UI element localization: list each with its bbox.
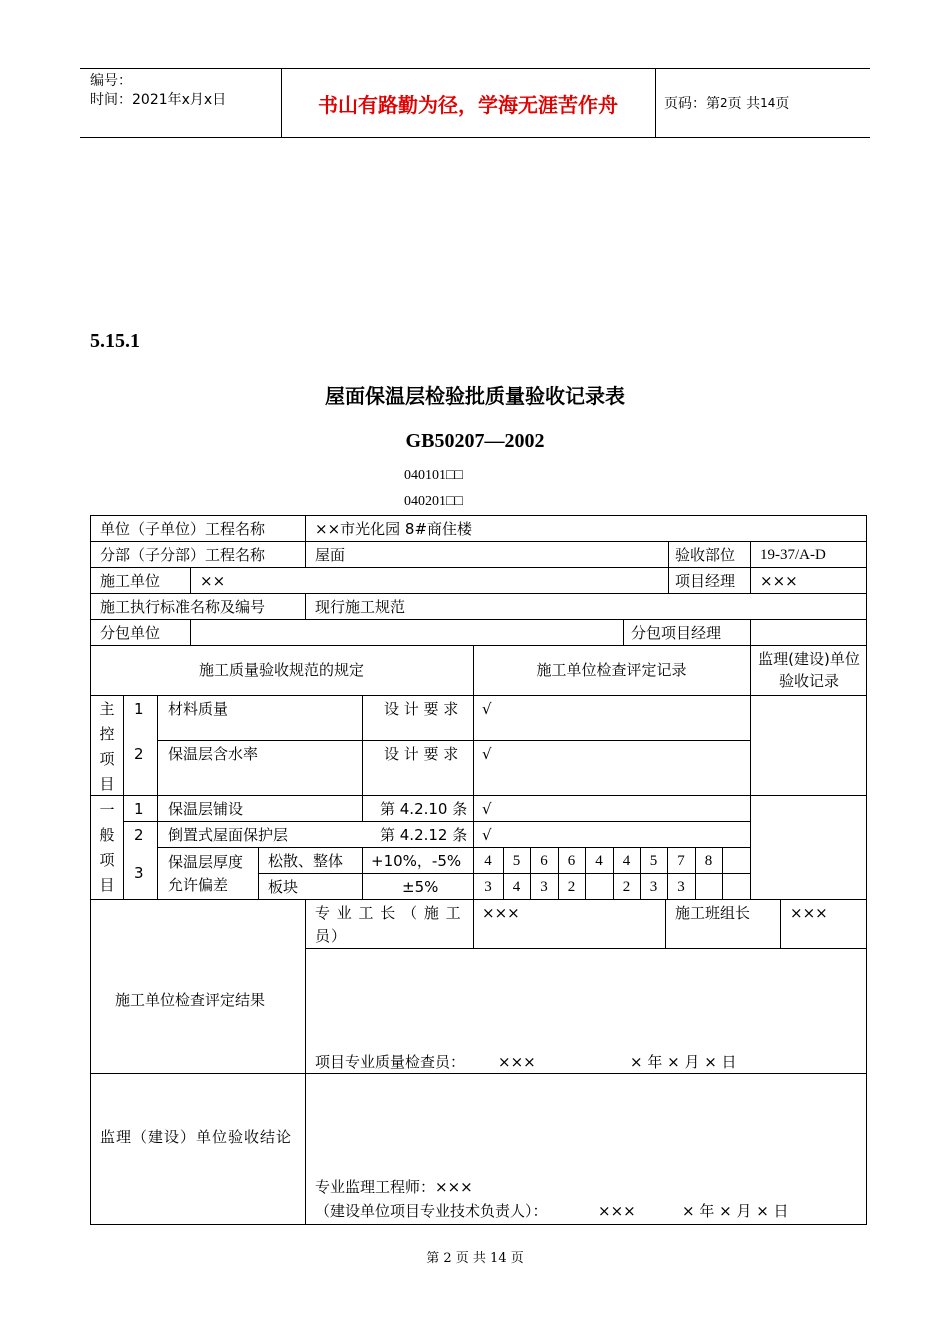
val-row2-c1: 3 <box>484 879 492 895</box>
general-item-2-req: 第 4.2.12 条 <box>380 826 468 844</box>
item3-tol-1: +10%，-5% <box>371 852 462 870</box>
page-current: 2 <box>720 96 728 110</box>
construction-unit-label: 施工单位 <box>100 572 161 590</box>
standard-value: 现行施工规范 <box>315 598 406 616</box>
project-manager-label: 项目经理 <box>675 572 736 590</box>
construction-unit-value: ×× <box>200 572 226 590</box>
unit-project-value: ××市光化园 8#商住楼 <box>315 520 473 538</box>
inspection-date: × 年 × 月 × 日 <box>630 1053 737 1071</box>
number-label: 编号： <box>90 73 132 89</box>
owner-value: ××× <box>598 1202 636 1220</box>
main-item-2-check: √ <box>482 745 492 763</box>
general-item-2-check: √ <box>482 826 492 844</box>
page-prefix: 页码：第 <box>664 96 720 112</box>
general-item-3-no: 3 <box>134 864 144 882</box>
val-row1-c9: 8 <box>704 853 713 869</box>
page-header <box>80 68 870 138</box>
inspector-label: 项目专业质量检查员： <box>315 1053 466 1071</box>
accept-part-label: 验收部位 <box>675 546 736 564</box>
sub-project-value: 屋面 <box>315 546 346 564</box>
header-meta <box>80 69 280 137</box>
check-result-label: 施工单位检查评定结果 <box>115 991 266 1009</box>
main-item-1-name: 材料质量 <box>168 700 229 718</box>
motto: 书山有路勤为径，学海无涯苦作舟 <box>318 92 618 117</box>
general-item-3-name: 保温层厚度允许偏差 <box>168 853 244 894</box>
item3-type-2: 板块 <box>268 878 299 896</box>
supervision-label: 监理（建设）单位验收结论 <box>100 1128 293 1146</box>
val-row2-c2: 4 <box>512 879 521 895</box>
acceptance-date: × 年 × 月 × 日 <box>682 1202 789 1220</box>
val-row1-c4: 6 <box>567 853 576 869</box>
main-item-1-check: √ <box>482 700 492 718</box>
document-title: 屋面保温层检验批质量验收记录表 <box>325 384 625 408</box>
general-item-1-no: 1 <box>134 800 144 818</box>
main-item-1-req: 设 计 要 求 <box>384 700 459 718</box>
val-row1-c6: 4 <box>622 853 631 869</box>
date-label: 时间：2021年x月x日 <box>90 92 227 108</box>
standard-label: 施工执行标准名称及编号 <box>100 598 266 616</box>
general-item-1-check: √ <box>482 800 492 818</box>
val-row1-c1: 4 <box>484 853 492 869</box>
col-supervision-header: 监理(建设)单位验收记录 <box>758 650 860 690</box>
foreman-value: ××× <box>482 904 520 922</box>
general-item-2-no: 2 <box>134 826 144 844</box>
team-leader-value: ××× <box>790 904 828 922</box>
val-row2-c6: 2 <box>622 879 631 895</box>
val-row2-c7: 3 <box>649 879 658 895</box>
batch-code-1: 040101□□ <box>404 468 463 483</box>
col-spec-header: 施工质量验收规范的规定 <box>198 661 364 679</box>
batch-code-2: 040201□□ <box>404 494 463 509</box>
inspector-value: ××× <box>498 1053 536 1071</box>
item3-type-1: 松散、整体 <box>268 852 344 870</box>
val-row2-c4: 2 <box>567 879 576 895</box>
subcontract-label: 分包单位 <box>100 624 161 642</box>
general-item-1-name: 保温层铺设 <box>168 800 244 818</box>
item3-tol-2: ±5% <box>402 878 439 896</box>
val-row1-c3: 6 <box>540 853 548 869</box>
general-item-1-req: 第 4.2.10 条 <box>380 800 468 818</box>
val-row2-c8: 3 <box>677 879 685 895</box>
section-number: 5.15.1 <box>90 330 140 352</box>
page-mid: 页 共 <box>727 96 761 112</box>
engineer-line: 专业监理工程师：××× <box>315 1178 473 1196</box>
team-leader-label: 施工班组长 <box>675 904 751 922</box>
main-group-label: 主控项目 <box>99 700 115 793</box>
main-item-2-req: 设 计 要 求 <box>384 745 459 763</box>
page-indicator <box>664 69 864 137</box>
accept-part-value: 19-37/A-D <box>760 547 826 563</box>
page-total: 14 <box>760 96 776 110</box>
general-group-label: 一般项目 <box>99 801 115 894</box>
general-item-2-name: 倒置式屋面保护层 <box>168 826 289 844</box>
main-item-1-no: 1 <box>134 700 144 718</box>
sub-project-label: 分部（子分部）工程名称 <box>100 546 266 564</box>
col-record-header: 施工单位检查评定记录 <box>536 661 687 679</box>
val-row1-c7: 5 <box>649 853 658 869</box>
val-row1-c2: 5 <box>512 853 521 869</box>
val-row2-c3: 3 <box>540 879 548 895</box>
main-item-2-name: 保温层含水率 <box>168 745 259 763</box>
standard-code: GB50207—2002 <box>405 430 545 452</box>
project-manager-value: ××× <box>760 572 798 590</box>
main-item-2-no: 2 <box>134 745 144 763</box>
owner-label: （建设单位项目专业技术负责人）： <box>315 1202 548 1220</box>
inspection-form <box>90 515 867 1225</box>
foreman-label: 专 业 工 长 （ 施 工 员） <box>315 904 462 945</box>
page-suffix: 页 <box>775 96 790 112</box>
subcontract-manager-label: 分包项目经理 <box>631 624 722 642</box>
val-row1-c8: 7 <box>677 853 685 869</box>
unit-project-label: 单位（子单位）工程名称 <box>100 520 266 538</box>
page-footer: 第 2 页 共 14 页 <box>426 1251 524 1266</box>
val-row1-c5: 4 <box>595 853 603 869</box>
